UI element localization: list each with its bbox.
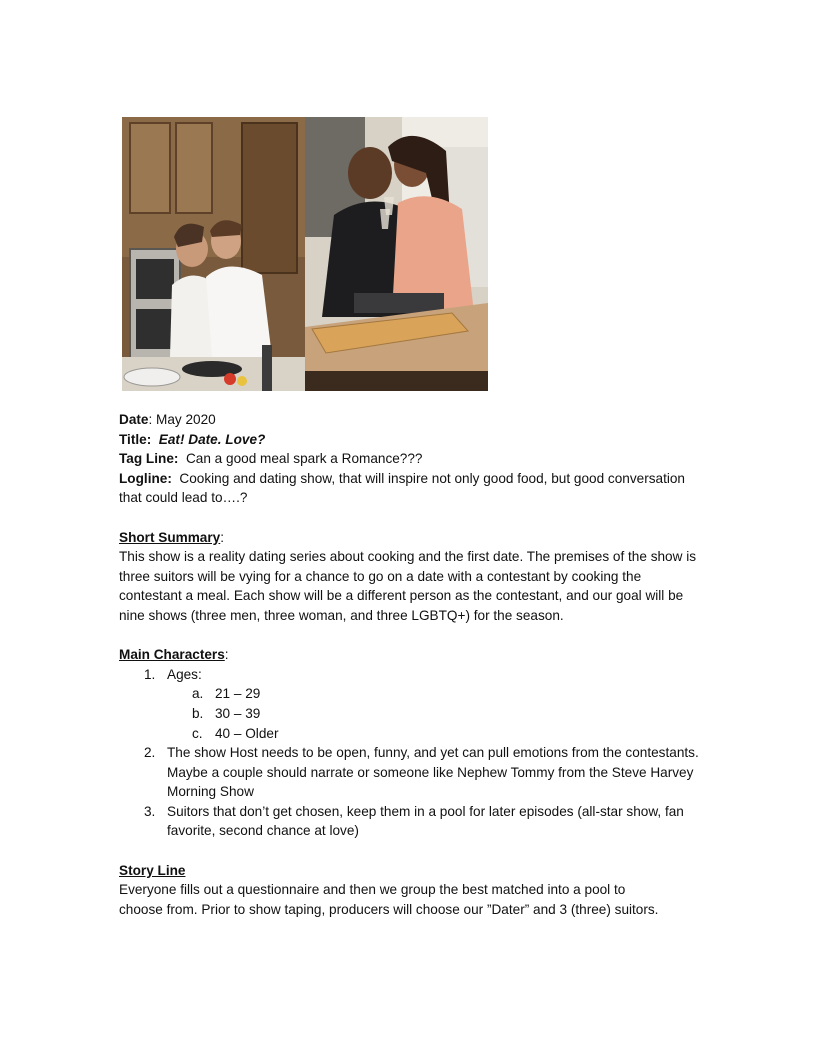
characters-heading-line: Main Characters: (119, 647, 229, 663)
summary-body: This show is a reality dating series about cooking and the first date. The premises of the show is three suitors will be vying for a chance to go on a date with a contestant by cooking the contestant a meal. Each show will be a different person as the contestant, and our goal will be nine shows (three men, three woman, and three LGBTQ+) for the season. (119, 549, 697, 623)
list-letter: a. (192, 686, 204, 702)
list-item (119, 724, 699, 744)
list-letter: b. (192, 705, 204, 721)
title-value: Eat! Date. Love? (158, 431, 266, 447)
summary-heading-line: Short Summary: (119, 529, 225, 545)
list-letter: c. (192, 725, 203, 741)
list-item (119, 665, 699, 743)
logline-line (119, 469, 699, 508)
story-heading-line (119, 861, 699, 881)
story-heading: Story Line (119, 862, 186, 878)
list-item-text: Suitors that don’t get chosen, keep them in a pool for later episodes (all-star show, fan favorite, second chance at love) (167, 803, 684, 839)
list-item-text: Ages: (167, 666, 202, 682)
list-number: 3. (144, 803, 156, 819)
characters-heading: Main Characters (119, 647, 225, 663)
logline-label: Logline: (119, 470, 172, 486)
list-item (119, 684, 699, 704)
date-line: Date: May 2020 (119, 412, 216, 427)
age-list (167, 684, 699, 743)
story-body: Everyone fills out a questionnaire and then we group the best matched into a pool to choose from. Prior to show taping, producers will choose our ”Dater” and 3 (three) suitors. (119, 882, 659, 917)
list-number: 2. (144, 745, 156, 761)
summary-heading: Short Summary (119, 529, 221, 545)
list-item-text: 21 – 29 (215, 686, 261, 702)
tagline-label: Tag Line: (119, 451, 179, 467)
list-item-text: The show Host needs to be open, funny, and yet can pull emotions from the contestants. Maybe a couple should narrate or someone like Nephew Tommy from the Steve Harvey Morning Show (167, 745, 699, 800)
logline-value: Cooking and dating show, that will inspire not only good food, but good conversation that could lead to….? (119, 470, 685, 506)
list-item (119, 704, 699, 724)
title-line (119, 430, 699, 450)
list-item (119, 743, 699, 802)
characters-list (119, 665, 699, 841)
list-item-text: 40 – Older (215, 725, 279, 741)
list-item (119, 802, 699, 841)
tagline-value: Can a good meal spark a Romance??? (185, 451, 423, 467)
title-label: Title: (119, 431, 152, 447)
couples-kitchen-photo (122, 117, 488, 391)
list-number: 1. (144, 666, 156, 682)
date-label: Date (119, 412, 149, 427)
document-body (119, 410, 699, 919)
tagline-line (119, 449, 699, 469)
list-item-text: 30 – 39 (215, 705, 261, 721)
date-value: May 2020 (156, 412, 216, 427)
